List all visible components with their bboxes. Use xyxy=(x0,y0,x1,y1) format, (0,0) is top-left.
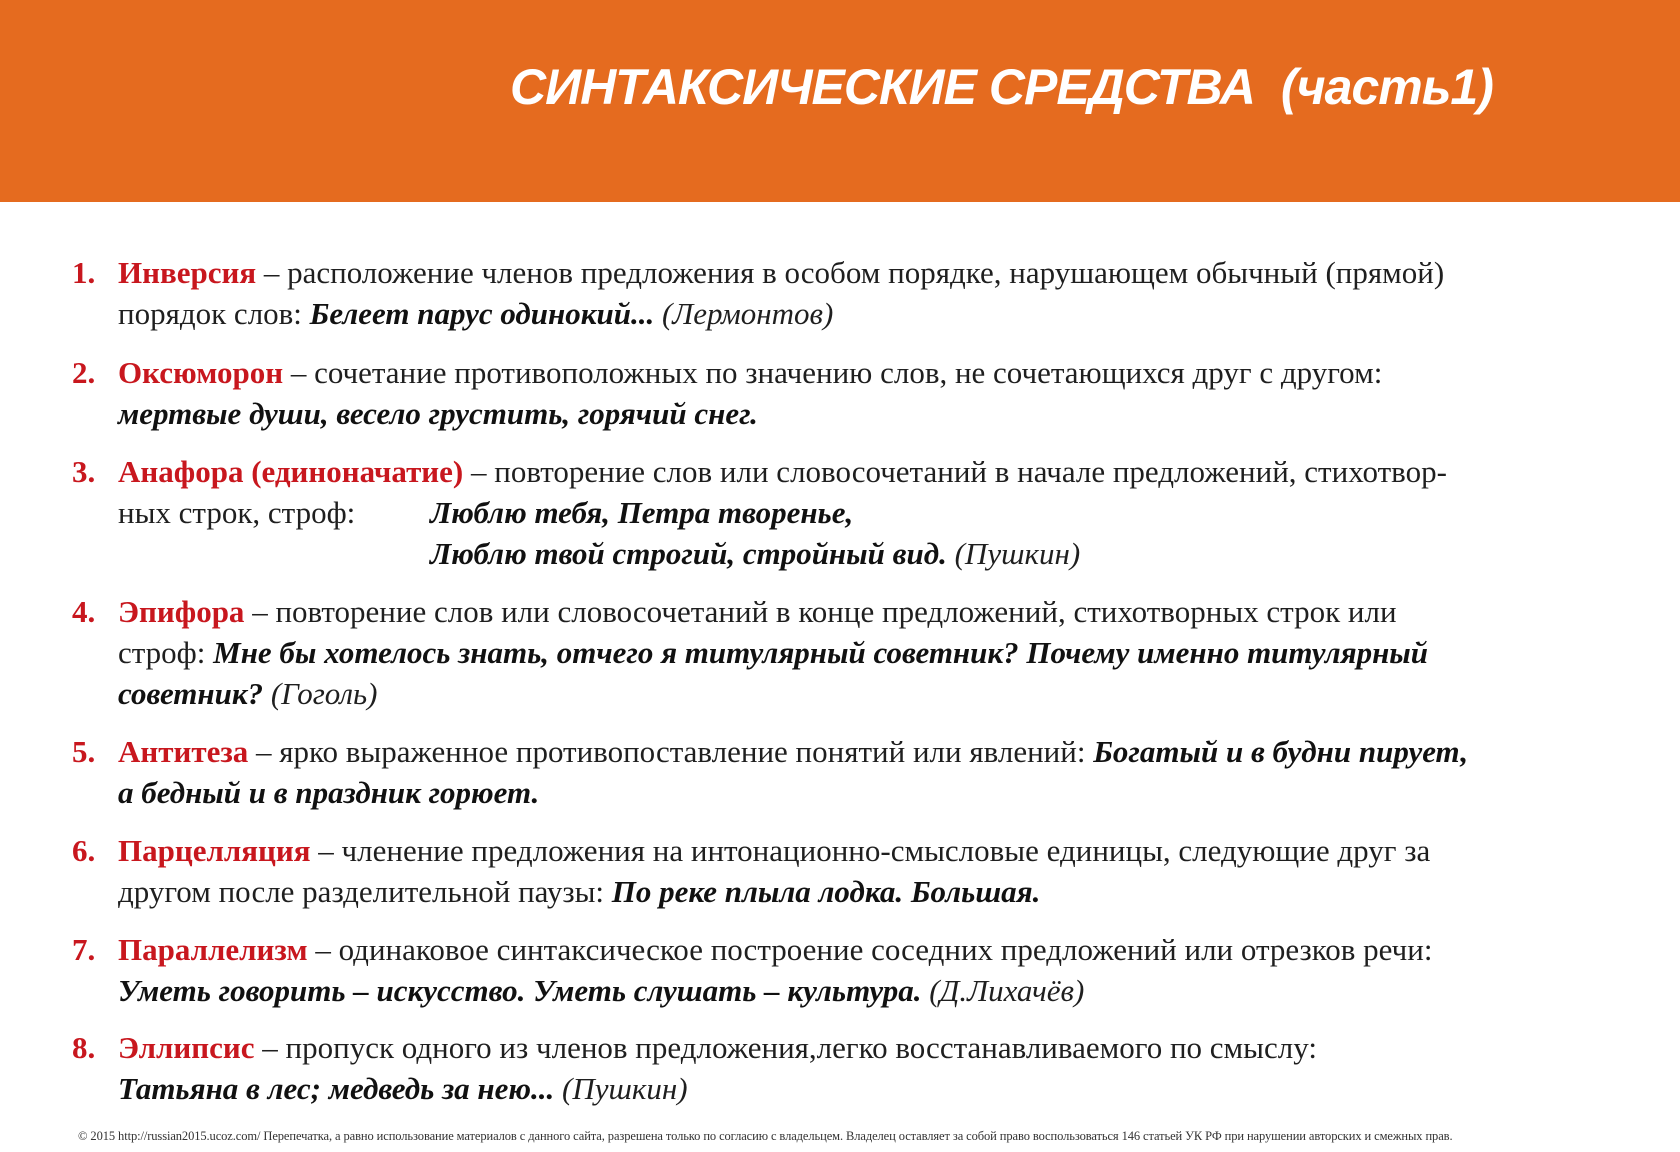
item-body xyxy=(118,1027,1608,1109)
item-author: (Пушкин) xyxy=(946,536,1081,571)
poem-line-1: Люблю тебя, Петра творенье, xyxy=(430,495,854,530)
item-term: Антитеза xyxy=(118,734,249,769)
item-example: Уметь говорить – искусство. Уметь слушать – культура. xyxy=(118,973,922,1008)
item-example-cont: советник? xyxy=(118,676,264,711)
item-author: (Д.Лихачёв) xyxy=(921,973,1085,1008)
item-term: Параллелизм xyxy=(118,932,308,967)
title-part: (часть1) xyxy=(1280,59,1493,115)
item-body xyxy=(118,830,1608,912)
item-term: Инверсия xyxy=(118,255,257,290)
item-body xyxy=(118,252,1608,334)
item-author: (Пушкин) xyxy=(554,1071,688,1106)
item-body xyxy=(118,352,1608,434)
item-example-cont: а бедный и в праздник горюет. xyxy=(118,775,540,810)
item-example: Мне бы хотелось знать, отчего я титулярный советник? Почему именно титулярный xyxy=(213,635,1429,670)
item-definition: – членение предложения на интонационно-смысловые единицы, следующие друг за xyxy=(310,833,1431,868)
item-definition: – повторение слов или словосочетаний в начале предложений, стихотвор- xyxy=(463,454,1447,489)
item-number: 1. xyxy=(72,255,96,290)
item-number: 6. xyxy=(72,833,96,868)
item-term: Эллипсис xyxy=(118,1030,255,1065)
item-body xyxy=(118,731,1608,813)
item-body xyxy=(118,929,1608,1011)
item-definition-cont: другом после разделительной паузы: xyxy=(118,874,612,909)
item-definition: – повторение слов или словосочетаний в конце предложений, стихотворных строк или xyxy=(244,594,1397,629)
item-number: 4. xyxy=(72,594,96,629)
item-body xyxy=(118,451,1608,574)
item-example: По реке плыла лодка. Большая. xyxy=(611,874,1041,909)
item-author: (Лермонтов) xyxy=(654,296,834,331)
item-number: 3. xyxy=(72,454,96,489)
item-number: 8. xyxy=(72,1030,96,1065)
item-definition-cont: строф: xyxy=(118,635,214,670)
item-body xyxy=(118,591,1608,714)
item-example: мертвые души, весело грустить, горячий снег. xyxy=(118,396,758,431)
item-example: Белеет парус одинокий... xyxy=(309,296,655,331)
item-term: Оксюморон xyxy=(118,355,284,390)
item-example: Татьяна в лес; медведь за нею... xyxy=(118,1071,555,1106)
title-text: СИНТАКСИЧЕСКИЕ СРЕДСТВА xyxy=(510,59,1255,115)
item-number: 2. xyxy=(72,355,96,390)
item-term: Анафора (единоначатие) xyxy=(118,454,464,489)
copyright-footer: © 2015 http://russian2015.ucoz.com/ Перепечатка, а равно использование материалов с данного сайта, разрешена только по согласию с владельцем. Владелец оставляет за собой право воспользоваться 146 статьей УК РФ при нарушении авторских и смежных прав. xyxy=(78,1129,1453,1143)
item-number: 7. xyxy=(72,932,96,967)
item-definition: – пропуск одного из членов предложения,легко восстанавливаемого по смыслу: xyxy=(254,1030,1317,1065)
poem-line-2: Люблю твой строгий, стройный вид. xyxy=(430,536,947,571)
item-definition: – одинаковое синтаксическое построение соседних предложений или отрезков речи: xyxy=(307,932,1433,967)
item-definition: – ярко выраженное противопоставление понятий или явлений: xyxy=(248,734,1094,769)
item-author: (Гоголь) xyxy=(263,676,378,711)
item-definition-cont: ных строк, строф: xyxy=(118,495,356,530)
item-definition-cont: порядок слов: xyxy=(118,296,310,331)
item-definition: – расположение членов предложения в особом порядке, нарушающем обычный (прямой) xyxy=(256,255,1445,290)
item-number: 5. xyxy=(72,734,96,769)
item-example: Богатый и в будни пирует, xyxy=(1093,734,1469,769)
item-definition: – сочетание противоположных по значению слов, не сочетающихся друг с другом: xyxy=(283,355,1383,390)
item-term: Эпифора xyxy=(118,594,245,629)
item-term: Парцелляция xyxy=(118,833,311,868)
